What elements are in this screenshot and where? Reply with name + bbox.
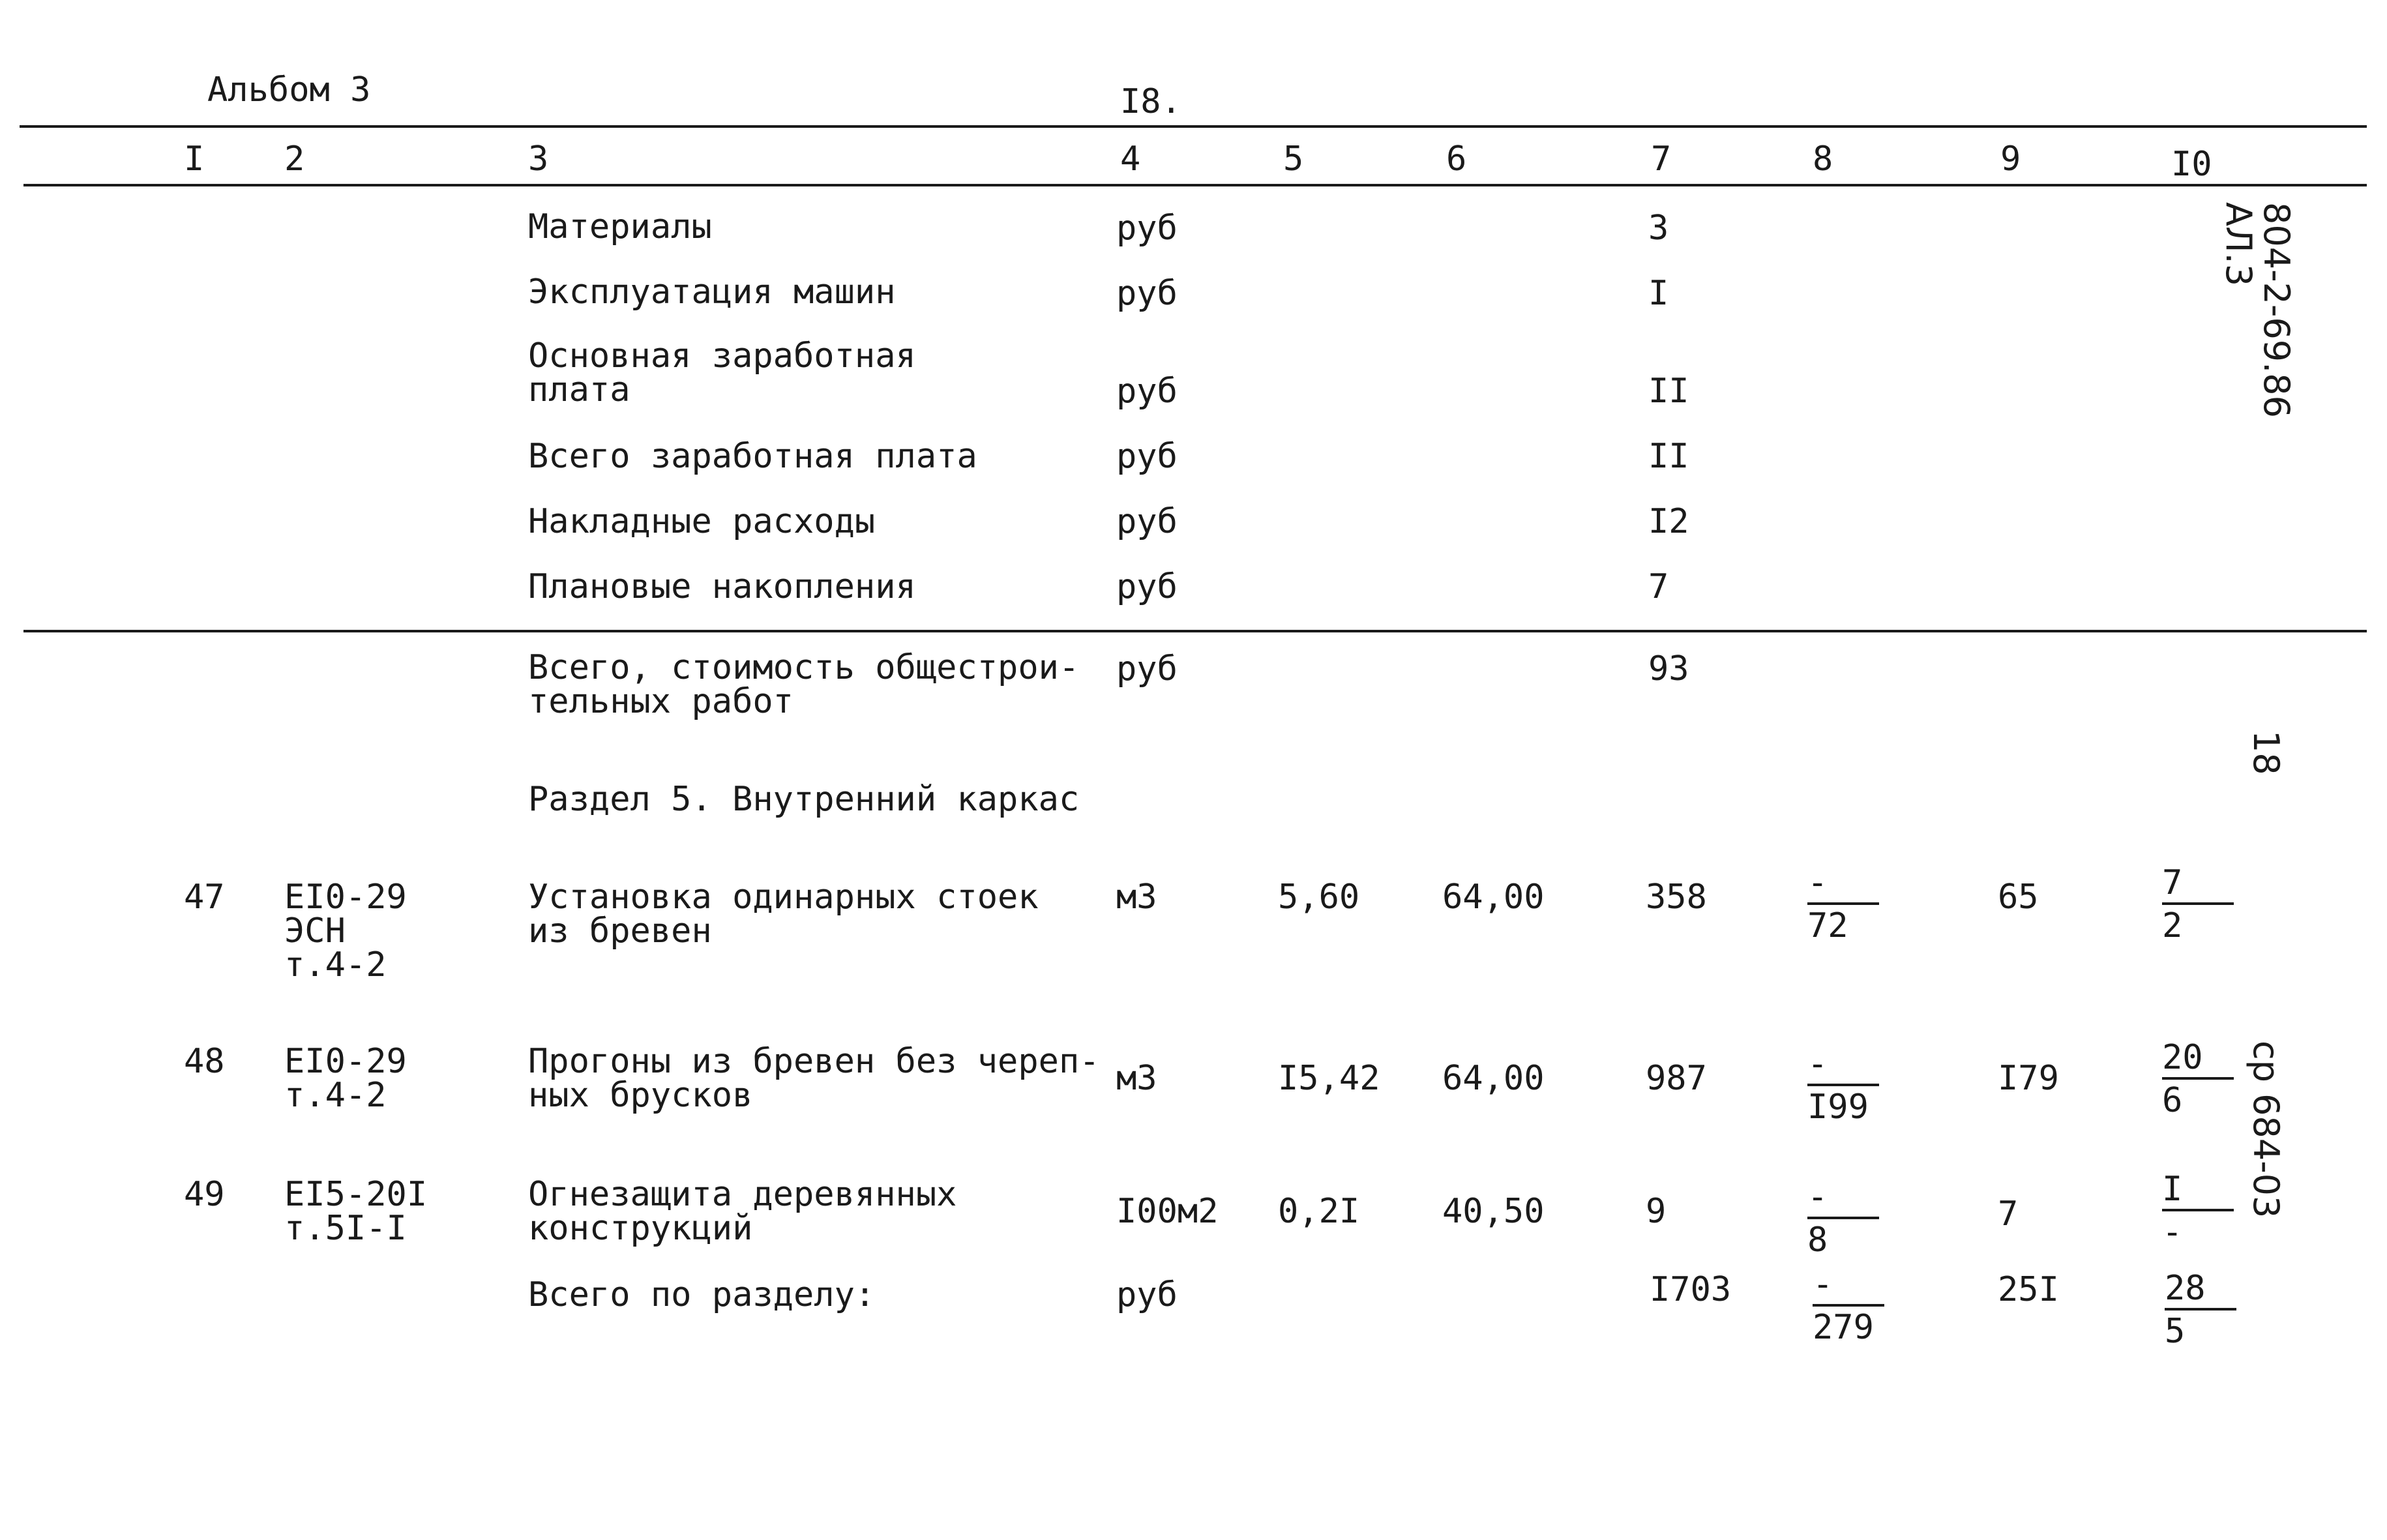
page-number: I8. [1120, 82, 1181, 121]
fraction-bar [1807, 902, 1879, 905]
fraction-bar [1807, 1084, 1879, 1086]
cost-row-name: Накладные расходы [528, 502, 876, 541]
cost-row-name: Плановые накопления [528, 567, 916, 606]
cost-row-value: 7 [1648, 567, 1669, 606]
album-label: Альбом 3 [207, 70, 371, 110]
cost-row-unit: руб [1116, 274, 1178, 313]
item-quantity: I5,42 [1278, 1059, 1380, 1098]
section-total-name: Всего по разделу: [528, 1275, 876, 1314]
item-cost: 358 [1646, 878, 1707, 917]
fraction-bottom: 72 [1807, 906, 1848, 945]
fraction-top: - [1813, 1265, 1833, 1304]
cost-row-unit: руб [1116, 567, 1178, 606]
item-price: 64,00 [1442, 878, 1545, 917]
cost-row-name: Основная заработная плата [528, 336, 916, 409]
item-col8-fraction [1807, 863, 1886, 945]
item-unit: I00м2 [1116, 1192, 1219, 1231]
col-header-3: 3 [528, 140, 549, 179]
col-header-2: 2 [284, 140, 305, 179]
section-total-col10-fraction [2165, 1269, 2243, 1351]
section-total-col9: 25I [1998, 1270, 2059, 1309]
item-unit: м3 [1116, 878, 1157, 917]
section-title: Раздел 5. Внутренний каркас [528, 780, 1080, 819]
fraction-bottom: 6 [2162, 1081, 2183, 1120]
cost-row-name: Материалы [528, 207, 712, 246]
fraction-bottom: 279 [1813, 1308, 1874, 1347]
item-name: Огнезащита деревянных конструкций [528, 1175, 957, 1248]
item-number: 47 [184, 878, 225, 917]
section-total-cost: I703 [1650, 1270, 1732, 1309]
item-code: EI0-29 т.4-2 [284, 1042, 407, 1115]
fraction-bottom: I99 [1807, 1088, 1869, 1127]
cost-row-unit: руб [1116, 209, 1178, 248]
general-total-unit: руб [1116, 649, 1178, 689]
item-code: EI5-20I т.5I-I [284, 1175, 428, 1248]
fraction-top: I [2162, 1170, 2183, 1209]
cost-row-value: II [1648, 372, 1689, 411]
item-col10-fraction [2162, 1038, 2240, 1120]
item-quantity: 5,60 [1278, 878, 1360, 917]
cost-row-value: I2 [1648, 502, 1689, 541]
fraction-bar [1813, 1304, 1884, 1307]
section-total-col8-fraction [1813, 1265, 1891, 1347]
item-price: 40,50 [1442, 1192, 1545, 1231]
item-col8-fraction [1807, 1044, 1886, 1127]
col-header-8: 8 [1813, 140, 1833, 179]
fraction-top: 20 [2162, 1038, 2203, 1077]
item-cost: 987 [1646, 1059, 1707, 1098]
cost-row-name: Всего заработная плата [528, 437, 977, 476]
item-number: 49 [184, 1175, 225, 1214]
fraction-top: - [1807, 1044, 1828, 1084]
cost-row-unit: руб [1116, 372, 1178, 411]
item-price: 64,00 [1442, 1059, 1545, 1098]
section-total-unit: руб [1116, 1275, 1178, 1314]
margin-doc-code: 804-2-69.86 АЛ.3 [2218, 202, 2297, 418]
fraction-bottom: - [2162, 1213, 2183, 1252]
item-unit: м3 [1116, 1059, 1157, 1098]
fraction-bottom: 5 [2165, 1312, 2186, 1351]
item-name: Прогоны из бревен без череп- ных брусков [528, 1042, 1100, 1115]
rule-top [20, 125, 2367, 128]
col-header-6: 6 [1446, 140, 1467, 179]
item-quantity: 0,2I [1278, 1192, 1360, 1231]
general-total-value: 93 [1648, 649, 1689, 689]
fraction-bar [2162, 1077, 2234, 1080]
cost-row-unit: руб [1116, 502, 1178, 541]
fraction-bottom: 2 [2162, 906, 2183, 945]
fraction-top: 28 [2165, 1269, 2206, 1308]
fraction-bar [2162, 902, 2234, 905]
rule-header [23, 184, 2367, 186]
cost-row-value: I [1648, 274, 1669, 313]
fraction-bottom: 8 [1807, 1221, 1828, 1260]
rule-mid [23, 630, 2367, 632]
item-code: EI0-29 ЭСН т.4-2 [284, 878, 407, 985]
fraction-bar [2162, 1209, 2234, 1211]
item-col9: I79 [1998, 1059, 2059, 1098]
item-cost: 9 [1646, 1192, 1667, 1231]
cost-row-value: II [1648, 437, 1689, 476]
col-header-9: 9 [2000, 140, 2021, 179]
col-header-5: 5 [1283, 140, 1304, 179]
fraction-top: 7 [2162, 863, 2183, 902]
item-col8-fraction [1807, 1177, 1886, 1260]
item-col9: 65 [1998, 878, 2039, 917]
item-name: Установка одинарных стоек из бревен [528, 878, 1039, 951]
fraction-top: - [1807, 863, 1828, 902]
margin-reference: ср 684-03 [2246, 1041, 2287, 1219]
cost-row-value: 3 [1648, 209, 1669, 248]
item-col10-fraction [2162, 1170, 2240, 1252]
col-header-4: 4 [1120, 140, 1141, 179]
cost-row-unit: руб [1116, 437, 1178, 476]
item-col9: 7 [1998, 1194, 2019, 1234]
item-col10-fraction [2162, 863, 2240, 945]
fraction-bar [2165, 1308, 2236, 1310]
col-header-10: I0 [2171, 145, 2212, 184]
general-total-name: Всего, стоимость общестрои- тельных работ [528, 648, 1080, 721]
cost-row-name: Эксплуатация машин [528, 273, 896, 312]
margin-page-mark: 18 [2246, 730, 2287, 775]
fraction-bar [1807, 1217, 1879, 1219]
col-header-7: 7 [1651, 140, 1672, 179]
fraction-top: - [1807, 1177, 1828, 1217]
item-number: 48 [184, 1042, 225, 1081]
col-header-1: I [184, 140, 205, 179]
